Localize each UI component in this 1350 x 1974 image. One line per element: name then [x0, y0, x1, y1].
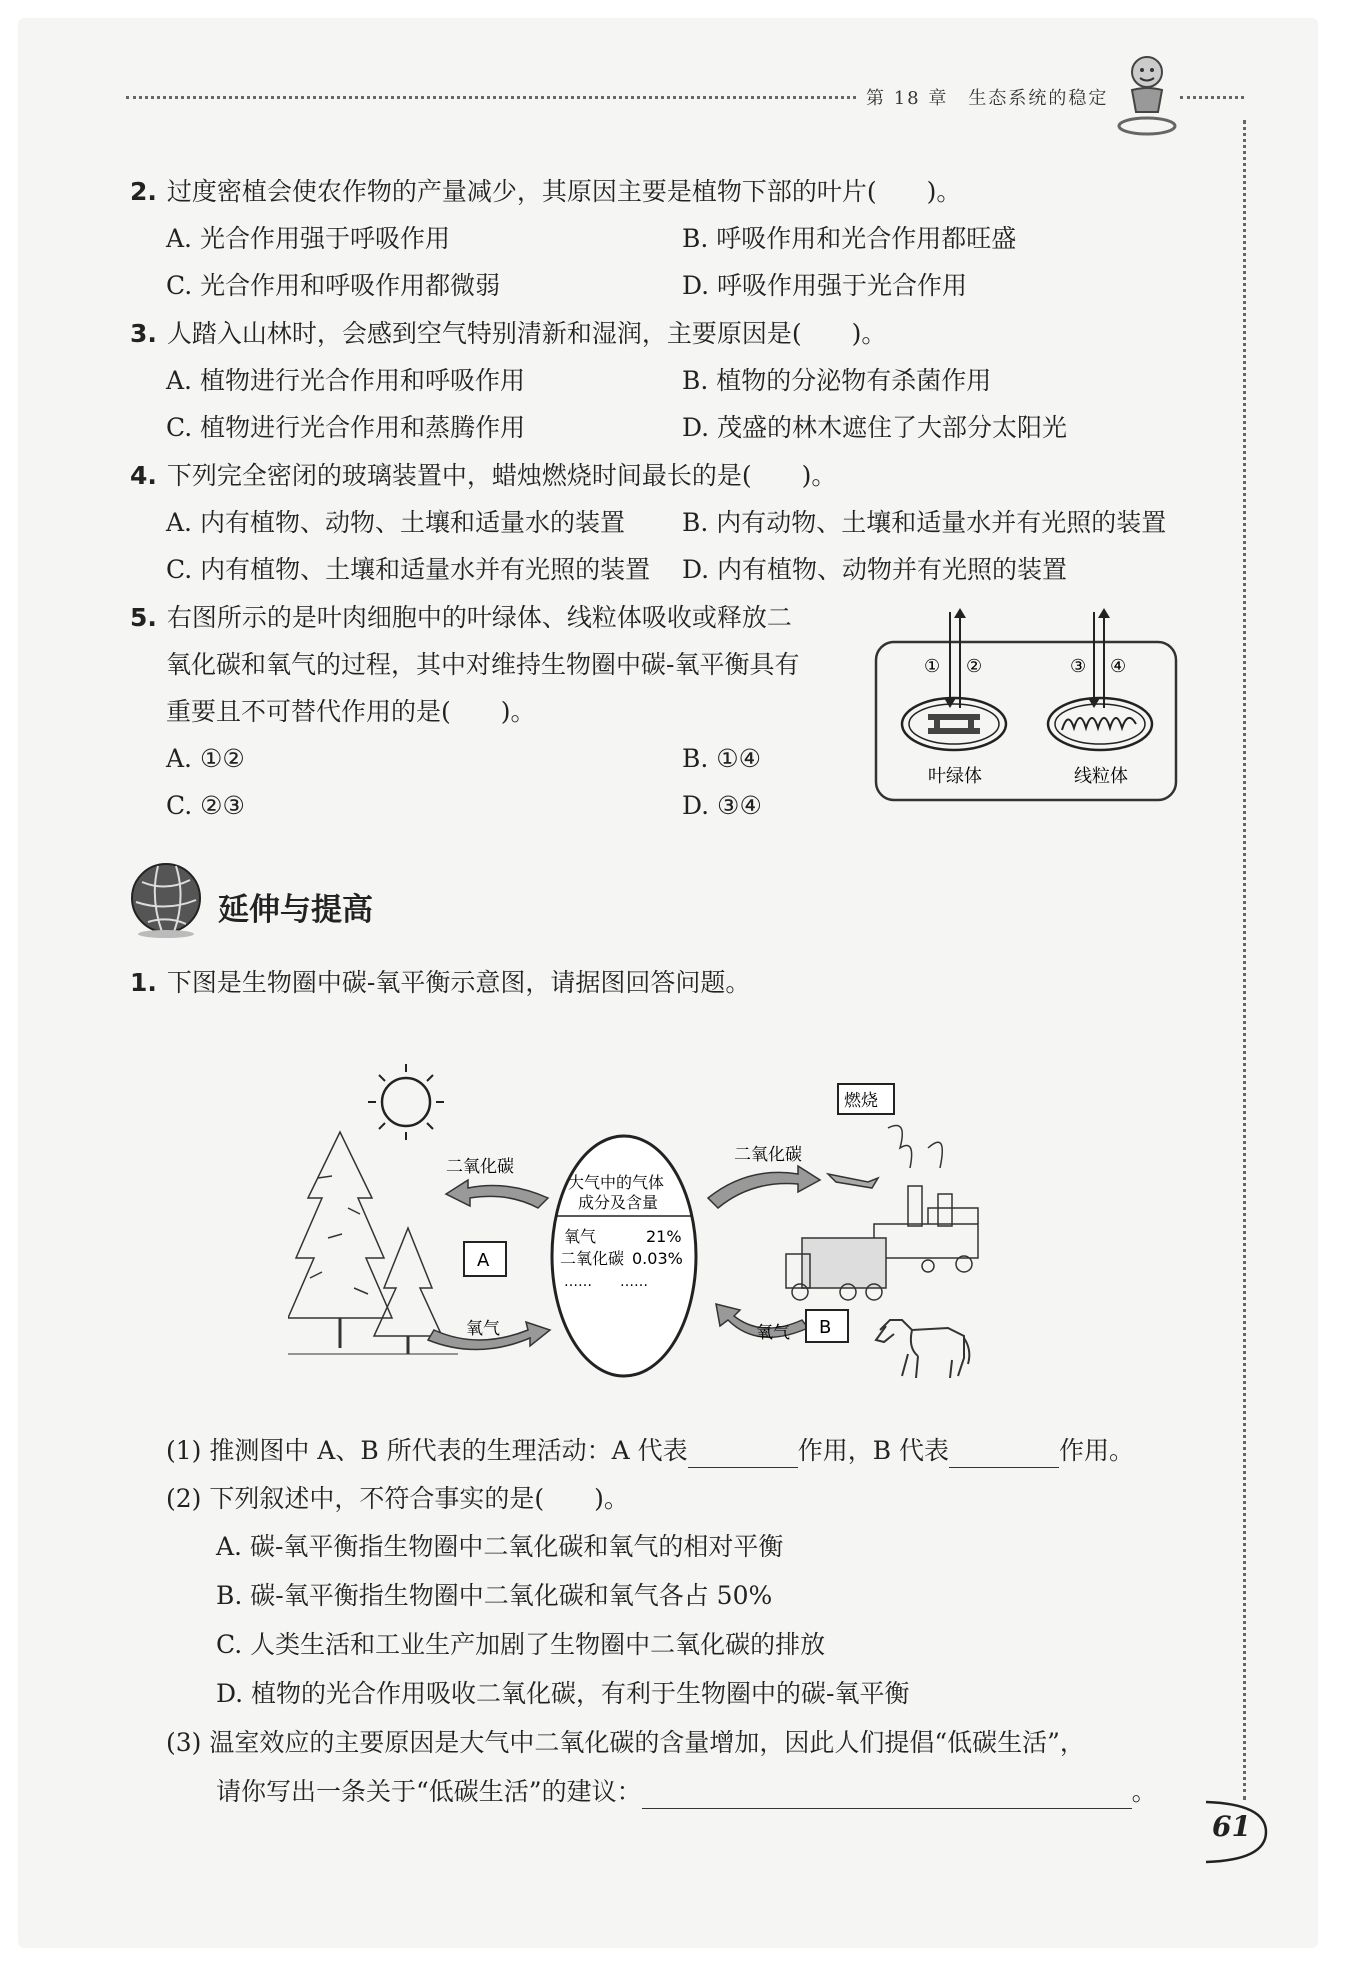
margin-rule: [1243, 120, 1246, 1800]
header-rule-right: [1180, 96, 1244, 99]
sub-question-2: (2) 下列叙述中，不符合事实的是( )。: [166, 1484, 629, 1513]
oxygen-name: 氧气: [564, 1227, 597, 1246]
option[interactable]: C. 内有植物、土壤和适量水并有光照的装置: [166, 555, 651, 584]
sun-icon: [368, 1064, 444, 1140]
option[interactable]: D. ③④: [682, 791, 762, 820]
label-b: B: [819, 1317, 832, 1338]
option[interactable]: A. ①②: [166, 744, 245, 773]
answer-blank-suggestion[interactable]: [642, 1782, 1132, 1809]
label-1: ①: [924, 656, 941, 677]
chloroplast-icon: [902, 698, 1006, 750]
answer-blank-a[interactable]: [688, 1441, 798, 1468]
question-5: 5. 右图所示的是叶肉细胞中的叶绿体、线粒体吸收或释放二: [130, 603, 792, 632]
option[interactable]: C. 植物进行光合作用和蒸腾作用: [166, 413, 526, 442]
label-2: ②: [966, 656, 983, 677]
co2-value: 0.03%: [632, 1249, 683, 1268]
o2-right-label: 氧气: [756, 1323, 790, 1343]
mascot-icon: [1112, 50, 1182, 140]
co2-right-arrow: [708, 1166, 820, 1208]
answer-blank-b[interactable]: [949, 1441, 1059, 1468]
question-4: 4. 下列完全密闭的玻璃装置中，蜡烛燃烧时间最长的是( )。: [130, 461, 837, 490]
chloroplast-label: 叶绿体: [928, 766, 982, 787]
option[interactable]: B. 植物的分泌物有杀菌作用: [682, 366, 992, 395]
option[interactable]: B. ①④: [682, 744, 762, 773]
question-5-line-2: 氧化碳和氧气的过程，其中对维持生物圈中碳-氧平衡具有: [166, 650, 800, 679]
option[interactable]: A. 光合作用强于呼吸作用: [166, 224, 450, 253]
option[interactable]: A. 内有植物、动物、土壤和适量水的装置: [166, 508, 625, 537]
horse-icon: [876, 1320, 969, 1378]
section-title: 延伸与提高: [218, 892, 373, 928]
sub-question-3: (3) 温室效应的主要原因是大气中二氧化碳的含量增加，因此人们提倡“低碳生活”，: [166, 1728, 1085, 1757]
option[interactable]: B. 呼吸作用和光合作用都旺盛: [682, 224, 1017, 253]
ext-question-1: 1. 下图是生物圈中碳-氧平衡示意图，请据图回答问题。: [130, 968, 751, 997]
question-2: 2. 过度密植会使农作物的产量减少，其原因主要是植物下部的叶片( )。: [130, 177, 962, 206]
figure-frame: [876, 642, 1176, 800]
trees-icon: [288, 1132, 458, 1354]
question-5-line-3: 重要且不可替代作用的是( )。: [166, 697, 536, 726]
option[interactable]: B. 内有动物、土壤和适量水并有光照的装置: [682, 508, 1167, 537]
option[interactable]: A. 碳-氧平衡指生物圈中二氧化碳和氧气的相对平衡: [216, 1532, 784, 1561]
co2-name: 二氧化碳: [560, 1249, 625, 1268]
co2-right-label: 二氧化碳: [734, 1145, 802, 1165]
organelle-figure: [872, 606, 1182, 806]
label-3: ③: [1070, 656, 1087, 677]
option[interactable]: B. 碳-氧平衡指生物圈中二氧化碳和氧气各占 50%: [216, 1581, 773, 1610]
option[interactable]: D. 植物的光合作用吸收二氧化碳，有利于生物圈中的碳-氧平衡: [216, 1679, 910, 1708]
burning-label: 燃烧: [844, 1091, 878, 1111]
option[interactable]: D. 呼吸作用强于光合作用: [682, 271, 968, 300]
question-3: 3. 人踏入山林时，会感到空气特别清新和湿润，主要原因是( )。: [130, 319, 887, 348]
oxygen-value: 21%: [646, 1227, 682, 1246]
mitochondrion-icon: [1048, 698, 1152, 750]
industry-icon: [786, 1126, 978, 1301]
atmo-title-2: 成分及含量: [578, 1193, 659, 1212]
option[interactable]: C. ②③: [166, 791, 245, 820]
label-a: A: [477, 1250, 490, 1271]
option[interactable]: D. 内有植物、动物并有光照的装置: [682, 555, 1068, 584]
globe-icon: [128, 862, 204, 938]
option[interactable]: C. 人类生活和工业生产加剧了生物圈中二氧化碳的排放: [216, 1630, 826, 1659]
sub-question-1: (1) 推测图中 A、B 所代表的生理活动：A 代表 作用，B 代表 作用。: [166, 1434, 1134, 1468]
mitochondrion-label: 线粒体: [1074, 766, 1128, 787]
ellipsis: …… ……: [564, 1274, 648, 1290]
page-number: 61: [1212, 1810, 1251, 1843]
co2-left-label: 二氧化碳: [446, 1157, 514, 1177]
co2-left-arrow: [446, 1180, 548, 1208]
header-rule: [126, 96, 856, 99]
option[interactable]: C. 光合作用和呼吸作用都微弱: [166, 271, 501, 300]
option[interactable]: A. 植物进行光合作用和呼吸作用: [166, 366, 525, 395]
atmo-title-1: 大气中的气体: [568, 1173, 665, 1192]
label-4: ④: [1110, 656, 1127, 677]
sub-question-3-line-2: 请你写出一条关于“低碳生活”的建议： 。: [216, 1775, 1157, 1809]
option[interactable]: D. 茂盛的林木遮住了大部分太阳光: [682, 413, 1068, 442]
carbon-oxygen-figure: [288, 1058, 1008, 1378]
chapter-title: 第 18 章 生态系统的稳定: [866, 88, 1109, 109]
o2-left-label: 氧气: [466, 1319, 500, 1339]
